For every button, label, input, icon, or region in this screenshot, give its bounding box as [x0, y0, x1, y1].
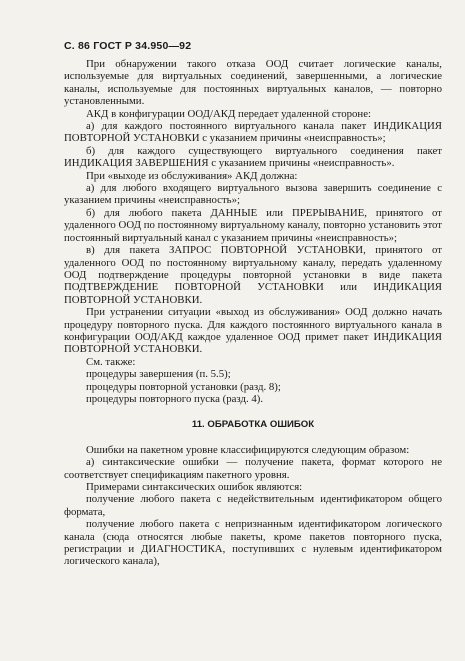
paragraph: б) для любого пакета ДАННЫЕ или ПРЕРЫВАНИЕ, принятого от удаленного ООД по постоянному виртуальному каналу, повторно установить этот постоянный виртуальный канал с указанием причины «неисправность»;: [64, 206, 442, 244]
paragraph: в) для пакета ЗАПРОС ПОВТОРНОЙ УСТАНОВКИ, принятого от удаленного ООД по постоянному виртуальному каналу, передать удаленному ООД подтверждение процедуры повторной установки в виде пакета ПОДТВЕРЖДЕНИЕ ПОВТОРНОЙ УСТАНОВКИ или ИНДИКАЦИЯ ПОВТОРНОЙ УСТАНОВКИ.: [64, 244, 442, 306]
paragraph: получение любого пакета с непризнанным идентификатором логического канала (сюда относятся любые пакеты, кроме пакетов повторного пуска, регистрации и ДИАГНОСТИКА, поступивших с нулевым идентификатором логического канала),: [64, 518, 442, 568]
page-header: С. 86 ГОСТ Р 34.950—92: [64, 40, 192, 52]
see-also-item: процедуры повторного пуска (разд. 4).: [86, 392, 264, 405]
paragraph: Примерами синтаксических ошибок являются:: [86, 481, 303, 493]
paragraph: При устранении ситуации «выход из обслуживания» ООД должно начать процедуру повторного пуска. Для каждого постоянного виртуального канала в конфигурации ООД/АКД каждое удаленное ООД примет пакет ИНДИКАЦИЯ ПОВТОРНОЙ УСТАНОВКИ.: [64, 306, 442, 356]
see-also-item: процедуры завершения (п. 5.5);: [86, 368, 231, 381]
paragraph: АКД в конфигурации ООД/АКД передает удаленной стороне:: [86, 107, 371, 120]
paragraph: получение любого пакета с недействительным идентификатором общего формата,: [64, 493, 442, 518]
section-title: 11. ОБРАБОТКА ОШИБОК: [191, 419, 315, 431]
see-also-label: См. также:: [86, 355, 136, 368]
paragraph: б) для каждого существующего виртуального соединения пакет ИНДИКАЦИЯ ЗАВЕРШЕНИЯ с указанием причины «неисправность».: [64, 144, 442, 170]
paragraph: а) синтаксические ошибки — получение пакета, формат которого не соответствует спецификациям пакетного уровня.: [64, 456, 442, 481]
paragraph: При обнаружении такого отказа ООД считает логические каналы, используемые для виртуальных соединений, завершенными, а логические каналы, используемые для постоянных виртуальных каналов, — повторно установленными.: [64, 58, 442, 108]
document-body: [64, 58, 442, 568]
paragraph: Ошибки на пакетном уровне классифицируются следующим образом:: [86, 443, 410, 456]
see-also-item: процедуры повторной установки (разд. 8);: [86, 380, 281, 393]
paragraph: а) для любого входящего виртуального вызова завершить соединение с указанием причины «неисправность»;: [64, 182, 442, 207]
paragraph: а) для каждого постоянного виртуального канала пакет ИНДИКАЦИЯ ПОВТОРНОЙ УСТАНОВКИ с указанием причины «неисправность»;: [64, 120, 442, 145]
paragraph: При «выходе из обслуживания» АКД должна:: [86, 169, 298, 182]
